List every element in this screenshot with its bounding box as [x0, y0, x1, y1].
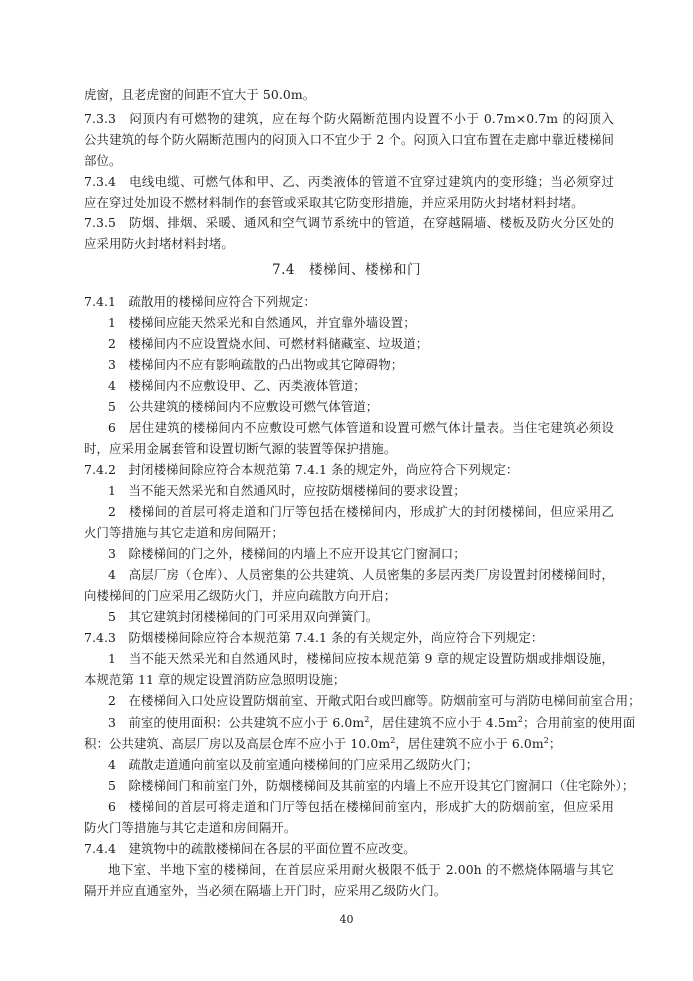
text-line: 5 除楼梯间门和前室门外，防烟楼梯间及其前室的内墙上不应开设其它门窗洞口（住宅除外）； [108, 778, 635, 793]
area-1-sup1: 2 [364, 714, 370, 724]
text-line: 1 楼梯间应能天然采光和自然通风，并宜靠外墙设置； [108, 315, 416, 330]
text-line: 7.3.5 防烟、排烟、采暖、通风和空气调节系统中的管道，在穿越隔墙、楼板及防火分区处的 [84, 215, 614, 230]
area-1-mid: ，居住建筑不应小于 4.5m [369, 715, 518, 730]
text-line: 应在穿过处加设不燃材料制作的套管或采取其它防变形措施，并应采用防火封堵材料封堵。 [84, 195, 584, 210]
text-line: 6 居住建筑的楼梯间内不应敷设可燃气体管道和设置可燃气体计量表。当住宅建筑必须设 [108, 420, 614, 435]
text-line: 本规范第 11 章的规定设置消防应急照明设施； [84, 672, 346, 687]
text-line: 4 高层厂房（仓库）、人员密集的公共建筑、人员密集的多层丙类厂房设置封闭楼梯间时， [108, 567, 614, 582]
text-line: 5 公共建筑的楼梯间内不应敷设可燃气体管道； [108, 399, 379, 414]
area-1-tail: ；合用前室的使用面 [522, 715, 636, 730]
text-line: 7.4.1 疏散用的楼梯间应符合下列规定： [84, 294, 316, 309]
text-line: 地下室、半地下室的楼梯间，在首层应采用耐火极限不低于 2.00h 的不燃烧体隔墙与其它 [108, 862, 614, 877]
area-2-tail: ； [548, 736, 562, 751]
text-line: 部位。 [84, 153, 122, 168]
text-line: 应采用防火封堵材料封堵。 [84, 236, 234, 251]
text-line: 7.3.3 闷顶内有可燃物的建筑，应在每个防火隔断范围内设置不小于 0.7m×0.7m 的闷顶入 [84, 111, 614, 126]
text-line: 5 其它建筑封闭楼梯间的门可采用双向弹簧门。 [108, 609, 379, 624]
text-line-area-1 [108, 714, 636, 732]
text-line: 4 楼梯间内不应敷设甲、乙、丙类液体管道； [108, 378, 366, 393]
text-line: 1 当不能天然采光和自然通风时，楼梯间应按本规范第 9 章的规定设置防烟或排烟设施， [108, 651, 614, 666]
text-line: 2 楼梯间内不应设置烧水间、可燃材料储藏室、垃圾道； [108, 336, 429, 351]
page-number: 40 [339, 913, 354, 926]
text-line: 7.4.3 防烟楼梯间除应符合本规范第 7.4.1 条的有关规定外，尚应符合下列规定： [84, 630, 544, 645]
text-line: 公共建筑的每个防火隔断范围内的闷顶入口不宜少于 2 个。闷顶入口宜布置在走廊中靠近楼梯间 [84, 132, 614, 147]
text-line: 2 在楼梯间入口处应设置防烟前室、开敞式阳台或凹廊等。防烟前室可与消防电梯间前室合用； [108, 693, 641, 708]
text-line: 7.3.4 电线电缆、可燃气体和甲、乙、丙类液体的管道不宜穿过建筑内的变形缝；当必须穿过 [84, 174, 614, 189]
text-line: 7.4.4 建筑物中的疏散楼梯间在各层的平面位置不应改变。 [84, 841, 416, 856]
text-line: 2 楼梯间的首层可将走道和门厅等包括在楼梯间内，形成扩大的封闭楼梯间，但应采用乙 [108, 504, 614, 519]
text-line: 4 疏散走道通向前室以及前室通向楼梯间的门应采用乙级防火门； [108, 757, 479, 772]
text-line: 火门等措施与其它走道和房间隔开； [84, 525, 284, 540]
area-2-sup2: 2 [543, 735, 549, 745]
text-line: 3 楼梯间内不应有影响疏散的凸出物或其它障碍物； [108, 357, 404, 372]
text-line: 时，应采用金属套管和设置切断气源的装置等保护措施。 [84, 441, 397, 456]
text-line: 1 当不能天然采光和自然通风时，应按防烟楼梯间的要求设置； [108, 483, 466, 498]
text-line: 向楼梯间的门应采用乙级防火门，并应向疏散方向开启； [84, 588, 397, 603]
area-1-sup2: 2 [517, 714, 523, 724]
area-2-lead: 积：公共建筑、高层厂房以及高层仓库不应小于 10.0m [84, 736, 391, 751]
text-line: 3 除楼梯间的门之外，楼梯间的内墙上不应开设其它门窗洞口； [108, 546, 466, 561]
text-line: 隔开并应直通室外，当必须在隔墙上开门时，应采用乙级防火门。 [84, 883, 447, 898]
text-line: 6 楼梯间的首层可将走道和门厅等包括在楼梯间前室内，形成扩大的防烟前室，但应采用 [108, 799, 614, 814]
text-line: 虎窗，且老虎窗的间距不宜大于 50.0m。 [84, 87, 316, 102]
area-2-mid: ，居住建筑不应小于 6.0m [395, 736, 544, 751]
area-2-sup1: 2 [390, 735, 396, 745]
section-heading: 7.4 楼梯间、楼梯和门 [272, 262, 421, 278]
text-line: 防火门等措施与其它走道和房间隔开。 [84, 820, 297, 835]
text-line: 7.4.2 封闭楼梯间除应符合本规范第 7.4.1 条的规定外，尚应符合下列规定： [84, 462, 519, 477]
area-1-lead: 3 前室的使用面积：公共建筑不应小于 6.0m [108, 715, 365, 730]
text-line-area-2 [84, 735, 614, 753]
